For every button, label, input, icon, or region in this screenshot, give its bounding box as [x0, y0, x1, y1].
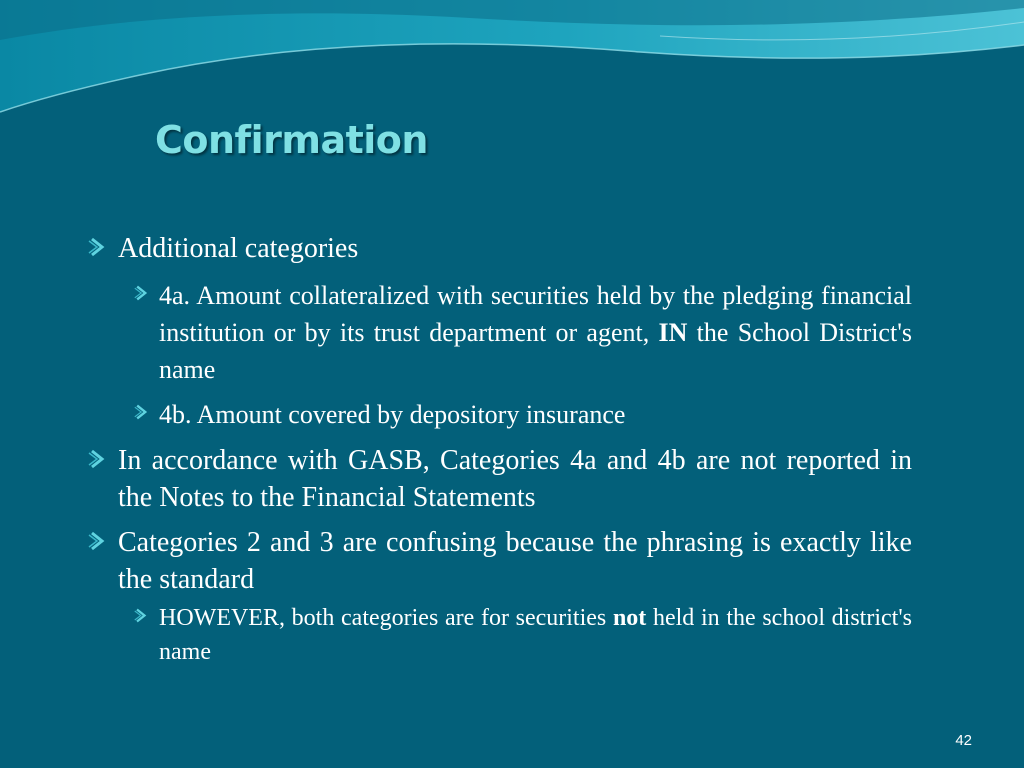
sub-bullet-4b — [134, 396, 912, 433]
bullet-text: 4b. Amount covered by depository insurance — [159, 400, 626, 429]
arrow-bullet-icon — [134, 285, 150, 301]
bullet-text: HOWEVER, both categories are for securities — [159, 605, 613, 631]
slide-title: Confirmation — [155, 118, 428, 162]
page-number: 42 — [955, 732, 972, 749]
bullet-additional-categories — [88, 230, 912, 267]
decorative-wave-banner — [0, 0, 1024, 120]
bullet-text: held in the school district's name — [159, 605, 912, 665]
arrow-bullet-icon — [88, 531, 108, 551]
bullet-text: In accordance with GASB, Categories 4a and 4b are not reported in the Notes to the Financial Statements — [118, 445, 912, 513]
bullet-text: the School District's name — [159, 318, 912, 384]
sub-bullet-however — [134, 601, 912, 669]
bullet-text: Additional categories — [118, 233, 359, 264]
bullet-categories-confusing — [88, 524, 912, 598]
arrow-bullet-icon — [134, 608, 149, 623]
emphasis-text: IN — [658, 318, 688, 347]
arrow-bullet-icon — [88, 237, 108, 257]
arrow-bullet-icon — [88, 449, 108, 469]
bullet-gasb-accordance — [88, 442, 912, 516]
bullet-list — [88, 230, 912, 669]
emphasis-text: not — [612, 605, 647, 631]
bullet-text: Categories 2 and 3 are confusing because the phrasing is exactly like the standard — [118, 527, 912, 595]
arrow-bullet-icon — [134, 404, 150, 420]
bullet-text: 4a. Amount collateralized with securities held by the pledging financial institution or by its trust department or agent, — [159, 281, 912, 347]
sub-bullet-4a — [134, 277, 912, 388]
